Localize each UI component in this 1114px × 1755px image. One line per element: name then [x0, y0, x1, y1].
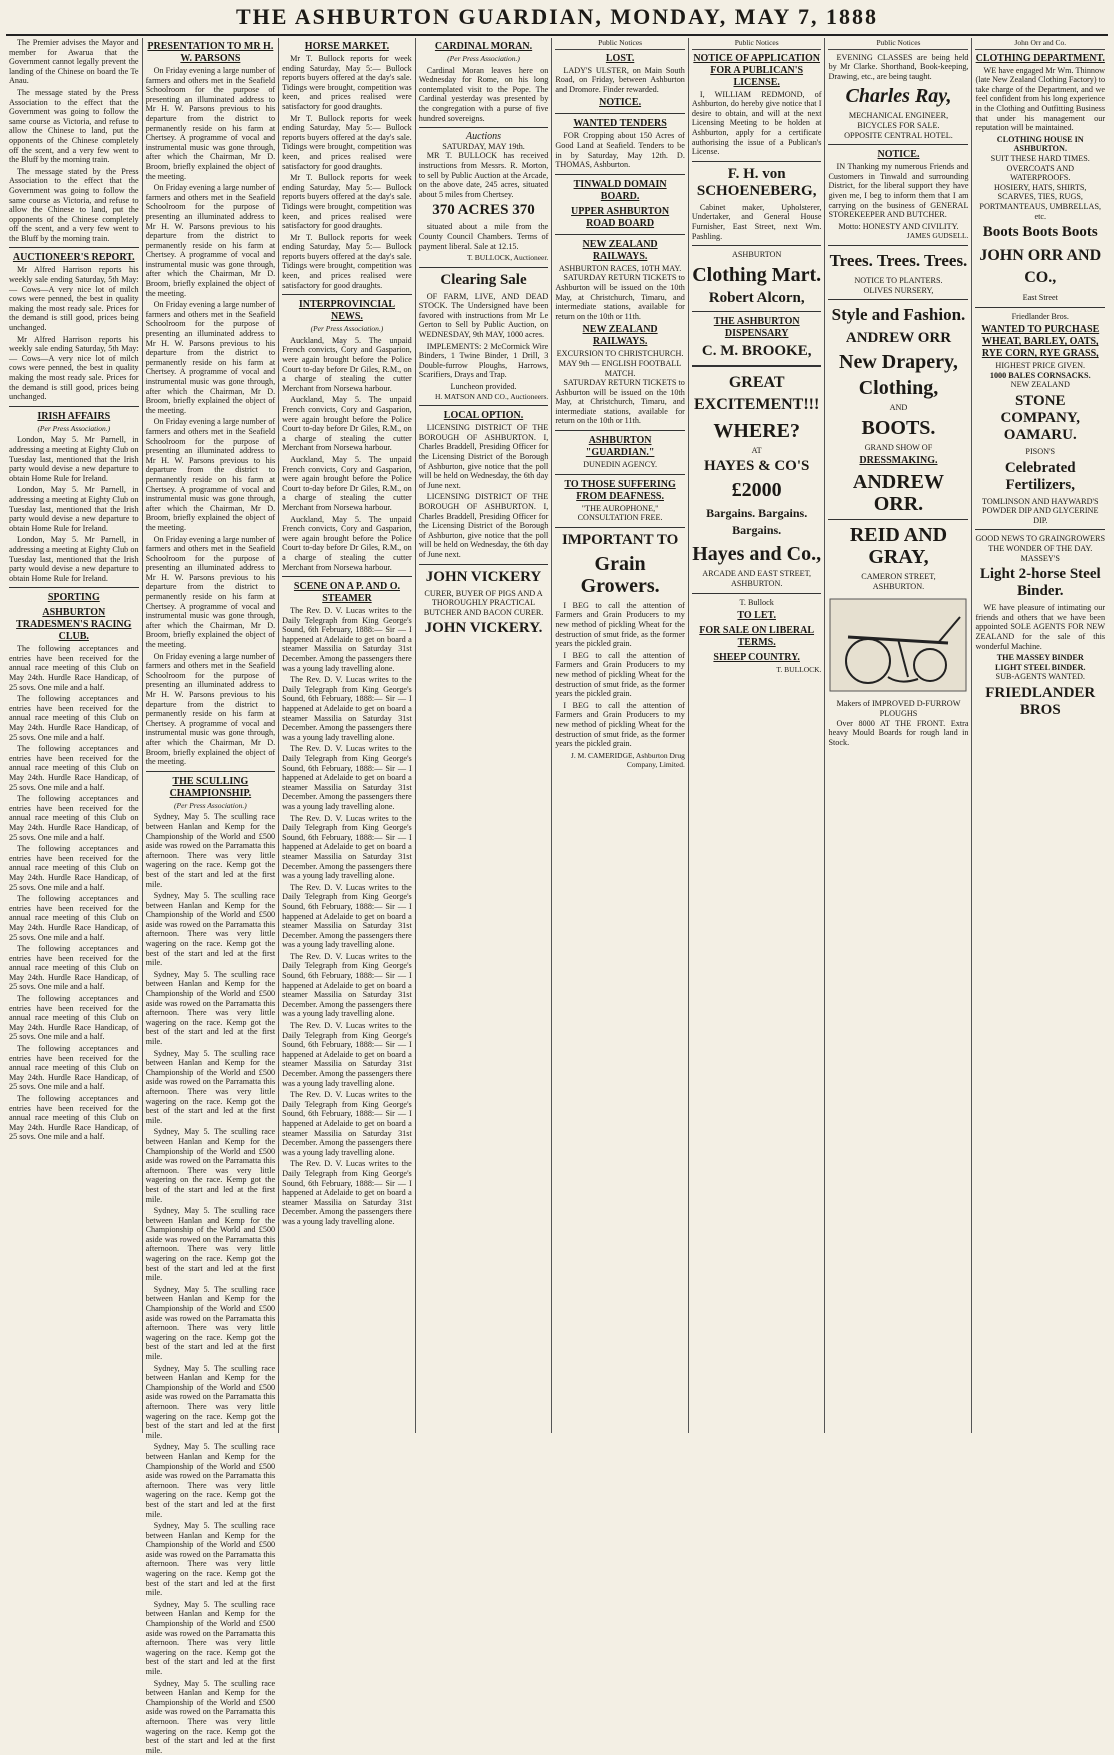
schoeneberg-heading: F. H. von SCHOENEBERG,: [696, 165, 817, 199]
horse-market-text-4: Mr T. Bullock reports for week ending Saturday, May 5:— Bullock reports buyers offered at the day's sale. Tidings were brought, competition was keen, and prices realised were satisfactory for good draughts.: [282, 232, 412, 290]
divider: [555, 234, 685, 235]
racing-club-heading: ASHBURTON TRADESMEN'S RACING CLUB.: [16, 607, 132, 643]
divider: [975, 529, 1105, 530]
sale-date: SATURDAY, MAY 19th.: [442, 141, 525, 151]
divider: [828, 299, 968, 300]
reid-gray-heading: REID AND GRAY,: [849, 524, 948, 569]
steamer-heading: SCENE ON A P. AND O. STEAMER: [293, 581, 400, 605]
luncheon-note: Luncheon provided.: [450, 382, 517, 392]
irish-affairs-heading: IRISH AFFAIRS: [37, 410, 111, 422]
interprovincial-text-4: Auckland, May 5. The unpaid French convicts, Cory and Gasparion, were again brought before the Police Court to-day before Dr Giles, R.M., on a charge of stealing the cutter Merchant from Norsewa harbour.: [282, 514, 412, 572]
east-street: East Street: [1022, 293, 1058, 303]
binder-heading: Light 2-horse Steel Binder.: [979, 566, 1101, 600]
hayes-address: ARCADE AND EAST STREET, ASHBURTON.: [702, 569, 812, 588]
interprovincial-text-3: Auckland, May 5. The unpaid French convicts, Cory and Gasparion, were again brought before the Police Court to-day before Dr Giles, R.M., on a charge of stealing the cutter Merchant from Norsewa harbour.: [282, 454, 412, 512]
sporting-heading: SPORTING: [47, 592, 100, 604]
column-5: [552, 38, 689, 1433]
clothing-house-heading: CLOTHING HOUSE IN ASHBURTON.: [996, 134, 1084, 154]
sculling-text-2: Sydney, May 5. The sculling race between Hanlan and Kemp for the Championship of the World and £500 aside was rowed on the Parramatta this afternoon. There was very little wagering on the race. Kemp got the best of the start and led at the first mile.: [145, 891, 276, 968]
vickery-trade: CURER, BUYER OF PIGS AND A THOROUGHLY PRACTICAL BUTCHER AND BACON CURER.: [423, 588, 544, 617]
railways-text-2: SATURDAY RETURN TICKETS to Ashburton will be issued on the 10th May, at Christchurch, Timaru, and intermediate stations, available for return on the 10th or 11th.: [555, 378, 685, 426]
lead-paragraph: The Premier advises the Mayor and member for Awarua that the Government cannot legally prevent the landing of the Chinese on board the Te Anau.: [9, 38, 139, 86]
boots-heading: BOOTS.: [861, 416, 936, 439]
grain-text: I BEG to call the attention of Farmers and Grain Producers to my new method of pickling Wheat for the destruction of smut fride, as the former years the pickled grain.: [555, 600, 685, 649]
dispensary-heading: THE ASHBURTON DISPENSARY: [713, 315, 800, 339]
wonder-label: THE WONDER OF THE DAY.: [988, 544, 1093, 554]
column-4: [416, 38, 553, 1433]
dressmaking-heading: DRESSMAKING.: [859, 455, 938, 467]
presentation-text-3: On Friday evening a large number of farmers and others met in the Seafield Schoolroom for the purpose of presenting an illuminated address to Mr H. W. Parsons previous to his departure from the district to permanently reside on his farm at Chertsey. A programme of vocal and instrumental music was gone through, after which the Chairman, Mr D. Broom, briefly explained the object of the meeting.: [145, 300, 276, 415]
bargains-heading: Bargains. Bargains. Bargains.: [706, 506, 808, 538]
irish-affairs-text: London, May 5. Mr Parnell, in addressing a meeting at Eighty Club on Tuesday last, mentioned that the Irish party would devise a new departure to obtain Home Rule for Ireland.: [9, 435, 139, 483]
aurophone-heading: "THE AUROPHONE,": [581, 503, 659, 513]
double-divider: [692, 365, 822, 367]
auction-ad-2: situated about a mile from the County Council Chambers. Terms of payment liberal. Sale at 12.15.: [418, 222, 549, 251]
upper-ashburton-heading: UPPER ASHBURTON ROAD BOARD: [571, 205, 670, 229]
sculling-text-8: Sydney, May 5. The sculling race between Hanlan and Kemp for the Championship of the World and £500 aside was rowed on the Parramatta this afternoon. There was very little wagering on the race. Kemp got the best of the start and led at the first mile.: [145, 1363, 276, 1440]
presentation-text-6: On Friday evening a large number of farmers and others met in the Seafield Schoolroom for the purpose of presenting an illuminated address to Mr H. W. Parsons previous to his departure from the district to permanently reside on his farm at Chertsey. A programme of vocal and instrumental music was gone through, after which the Chairman, Mr D. Broom, briefly explained the object of the meeting.: [145, 651, 276, 767]
divider: [828, 519, 968, 520]
wanted-text: FOR Cropping about 150 Acres of Good Land at Seafield. Tenders to be in by Saturday, May 12th. D. THOMAS, Ashburton.: [555, 131, 685, 170]
sporting-text-5: The following acceptances and entries have been received for the annual race meeting of this Club on May 24th. Hurdle Race Handicap, of 25 sovs. One mile and a half.: [9, 844, 139, 892]
style-fashion-heading: Style and Fashion.: [831, 305, 966, 325]
dunedin-agency: DUNEDIN AGENCY.: [583, 460, 658, 470]
divider: [828, 245, 968, 246]
interprovincial-source: (Per Press Association.): [310, 324, 384, 334]
divider: [555, 113, 685, 114]
cameron-street: CAMERON STREET,: [861, 572, 936, 582]
divider: [9, 247, 139, 248]
motto: Motto: HONESTY AND CIVILITY.: [838, 221, 959, 231]
grain-growers-heading: Grain Growers.: [580, 552, 660, 597]
evening-classes-text: EVENING CLASSES are being held by Mr Clarke. Shorthand, Book-keeping, Drawing, etc., are being taught.: [828, 52, 969, 81]
steamer-text-9: The Rev. D. V. Lucas writes to the Daily Telegraph from King George's Sound, 6th February, 1888:— Sir — I happened at Adelaide to get on board a steamer Massilia on Saturday 31st December. Among the passengers there was a young lady travelling alone.: [282, 1159, 412, 1226]
where-heading: WHERE?: [713, 419, 801, 442]
notice-heading: NOTICE.: [599, 97, 642, 109]
column-3: [279, 38, 416, 1433]
interprovincial-heading: INTERPROVINCIAL NEWS.: [298, 299, 395, 323]
bicycles-for-sale: BICYCLES FOR SALE.: [857, 120, 940, 130]
grain-text-3: I BEG to call the attention of Farmers and Grain Producers to my new method of pickling Wheat for the destruction of smut fride, as the former years the pickled grain.: [555, 700, 685, 749]
clearing-sale-text: OF FARM, LIVE, AND DEAD STOCK. The Undersigned have been favored with instructions from Mr Le Gerton to Sell by Public Auction, on WEDNESDAY, 9th MAY, 1000 acres.: [418, 291, 549, 340]
new-zealand-label: NEW ZEALAND: [1010, 380, 1070, 390]
sculling-heading: THE SCULLING CHAMPIONSHIP.: [169, 775, 252, 799]
divider: [692, 593, 822, 594]
interprovincial-text: Auckland, May 5. The unpaid French convicts, Cory and Gasparion, were again brought before the Police Court to-day before Dr Giles, R.M., on a charge of stealing the cutter Merchant from Norsewa harbour.: [282, 335, 412, 393]
central-hotel: OPPOSITE CENTRAL HOTEL.: [844, 130, 953, 140]
robert-alcorn-heading: Robert Alcorn,: [708, 289, 805, 306]
plough-illustration: [828, 597, 968, 693]
massey-binder-label: THE MASSEY BINDER: [996, 653, 1084, 663]
new-drapery-heading: New Drapery,: [839, 351, 958, 374]
auctioneer-report-2: Mr Alfred Harrison reports his weekly sale ending Saturday, 5th May:— Cows—A very nice lot of milch cows were penned, the best in quality making the most ready sale. Prices for the demand is still good, prices being unchanged.: [9, 334, 139, 402]
mart-town: ASHBURTON: [731, 250, 782, 260]
divider: [9, 587, 139, 588]
cornsacks-label: 1000 BALES CORNSACKS.: [989, 370, 1091, 380]
sculling-text-5: Sydney, May 5. The sculling race between Hanlan and Kemp for the Championship of the World and £500 aside was rowed on the Parramatta this afternoon. There was very little wagering on the race. Kemp got the best of the start and led at the first mile.: [145, 1127, 276, 1204]
divider: [555, 474, 685, 475]
irish-affairs-source: (Per Press Association.): [37, 423, 111, 433]
local-option-heading: LOCAL OPTION.: [443, 410, 524, 422]
lost-heading: LOST.: [605, 52, 635, 64]
andrew-orr-signature: ANDREW ORR.: [852, 471, 945, 516]
friedlander-header: Friedlander Bros.: [1011, 311, 1069, 321]
steamer-text-3: The Rev. D. V. Lucas writes to the Daily Telegraph from King George's Sound, 6th February, 1888:— Sir — I happened at Adelaide to get on board a steamer Massilia on Saturday 31st December. Among the passengers there was a young lady travelling alone.: [282, 744, 412, 811]
horse-market-text-3: Mr T. Bullock reports for week ending Saturday, May 5:— Bullock reports buyers offered at the day's sale. Tidings were brought, competition was keen, and prices realised were satisfactory for good draughts.: [282, 173, 412, 231]
powder-dip-label: TOMLINSON AND HAYWARD'S POWDER DIP AND GLYCERINE DIP.: [981, 496, 1099, 525]
wanted-heading: WANTED TENDERS: [573, 118, 667, 130]
sheep-country-heading: SHEEP COUNTRY.: [713, 652, 800, 664]
steamer-text-5: The Rev. D. V. Lucas writes to the Daily Telegraph from King George's Sound, 6th February, 1888:— Sir — I happened at Adelaide to get on board a steamer Massilia on Saturday 31st December. Among the passengers there was a young lady travelling alone.: [282, 882, 412, 950]
railways-heading: NEW ZEALAND RAILWAYS.: [582, 238, 658, 262]
andrew-orr-heading: ANDREW ORR: [845, 330, 952, 347]
grain-text-2: I BEG to call the attention of Farmers and Grain Producers to my new method of pickling Wheat for the destruction of smut fride, as the former years the pickled grain.: [555, 650, 685, 699]
divider: [828, 144, 968, 145]
great-excitement-heading: GREAT EXCITEMENT!!!: [694, 373, 820, 413]
massey-label: MASSEY'S: [1020, 553, 1060, 563]
sporting-text-8: The following acceptances and entries have been received for the annual race meeting of this Club on May 24th. Hurdle Race Handicap, of 25 sovs. One mile and a half.: [9, 994, 139, 1042]
column-8: [972, 38, 1108, 1433]
important-heading: IMPORTANT TO: [561, 531, 679, 548]
clearing-sale-heading: Clearing Sale: [440, 271, 527, 288]
column-header: Public Notices: [555, 38, 685, 50]
steamer-text-4: The Rev. D. V. Lucas writes to the Daily Telegraph from King George's Sound, 6th February, 1888:— Sir — I happened at Adelaide to get on board a steamer Massilia on Saturday 31st December. Among the passengers there was a young lady travelling alone.: [282, 813, 412, 881]
sculling-text: Sydney, May 5. The sculling race between Hanlan and Kemp for the Championship of the World and £500 aside was rowed on the Parramatta this afternoon. There was very little wagering on the race. Kemp got the best of the start and led at the first mile.: [145, 812, 276, 889]
grand-show: GRAND SHOW OF: [864, 442, 933, 452]
sporting-text-10: The following acceptances and entries have been received for the annual race meeting of this Club on May 24th. Hurdle Race Handicap, of 25 sovs. One mile and a half.: [9, 1094, 139, 1142]
divider: [146, 771, 276, 772]
sculling-text-10: Sydney, May 5. The sculling race between Hanlan and Kemp for the Championship of the World and £500 aside was rowed on the Parramatta this afternoon. There was very little wagering on the race. Kemp got the best of the start and led at the first mile.: [145, 1521, 276, 1598]
auctioneer-report: Mr Alfred Harrison reports his weekly sale ending Saturday, 5th May:— Cows—A very nice lot of milch cows were penned, the best in quality making the most ready sale. Prices for the demand is still good, prices being unchanged.: [9, 265, 139, 333]
deafness-heading: TO THOSE SUFFERING FROM DEAFNESS.: [564, 478, 676, 502]
divider: [555, 527, 685, 528]
presentation-text-5: On Friday evening a large number of farmers and others met in the Seafield Schoolroom for the purpose of presenting an illuminated address to Mr H. W. Parsons previous to his departure from the district to permanently reside on his farm at Chertsey. A programme of vocal and instrumental music was gone through, after which the Chairman, Mr D. Broom, briefly explained the object of the meeting.: [145, 534, 276, 650]
brooke-heading: C. M. BROOKE,: [701, 342, 812, 359]
acres-display: 370 ACRES 370: [432, 202, 535, 219]
auctions-heading: Auctions: [466, 131, 502, 143]
auctioneer-report-heading: AUCTIONEER'S REPORT.: [12, 252, 135, 264]
railways-text: SATURDAY RETURN TICKETS to Ashburton will be issued on the 10th May, at Christchurch, Timaru, and intermediate stations, available for return on the 10th or 11th.: [555, 273, 685, 321]
sculling-text-4: Sydney, May 5. The sculling race between Hanlan and Kemp for the Championship of the World and £500 aside was rowed on the Parramatta this afternoon. There was very little wagering on the race. Kemp got the best of the start and led at the first mile.: [145, 1048, 276, 1125]
columns: [6, 38, 1108, 1755]
cardinal-source: (Per Press Association.): [447, 54, 520, 63]
auctioneer-signature: T. BULLOCK, Auctioneer.: [467, 253, 549, 263]
column-header: John Orr and Co.: [975, 38, 1105, 50]
column-1: [6, 38, 143, 1433]
hayes-signature: Hayes and Co.,: [692, 543, 822, 566]
cardinal-text: Cardinal Moran leaves here on Wednesday for Rome, on his long contemplated visit to the Pope. The Cardinal yesterday was presented by the congregation with a purse of five hundred sovereigns.: [418, 65, 549, 123]
notice-text: IN Thanking my numerous Friends and Customers in Tinwald and surrounding District, for the liberal support they have given me, I beg to inform them that I am carrying on the business of GENERAL STOREKEEPER AND BUTCHER.: [828, 162, 969, 220]
sporting-text-3: The following acceptances and entries have been received for the annual race meeting of this Club on May 24th. Hurdle Race Handicap, of 25 sovs. One mile and a half.: [9, 744, 139, 792]
trees-heading: Trees. Trees. Trees.: [829, 250, 968, 270]
divider: [692, 245, 822, 246]
vickery-signature: JOHN VICKERY.: [424, 620, 543, 637]
bullock-heading: T. Bullock: [739, 597, 774, 607]
consultation-note: CONSULTATION FREE.: [577, 513, 663, 523]
horse-market-text: Mr T. Bullock reports for week ending Saturday, May 5:— Bullock reports buyers offered at the day's sale. Tidings were brought, competition was keen, and prices realised were satisfactory for good draughts.: [282, 54, 412, 111]
hosiery-list: HOSIERY, HATS, SHIRTS, SCARVES, TIES, RUGS,: [994, 182, 1087, 202]
presentation-text: On Friday evening a large number of farmers and others met in the Seafield Schoolroom for the purpose of presenting an illuminated address to Mr H. W. Parsons previous to his departure from the district to permanently reside on his farm at Chertsey. A programme of vocal and instrumental music was gone through, after which the Chairman, Mr D. Broom, briefly explained the object of the meeting.: [145, 66, 276, 181]
implements-text: IMPLEMENTS: 2 McCormick Wire Binders, 1 Twine Binder, 1 Drill, 3 Double-furrow Ploughs, Harrows, Scarifiers, Drays and Trap.: [418, 341, 549, 380]
divider: [9, 406, 139, 407]
sub-agents-label: SUB-AGENTS WANTED.: [995, 672, 1085, 682]
steamer-text-8: The Rev. D. V. Lucas writes to the Daily Telegraph from King George's Sound, 6th February, 1888:— Sir — I happened at Adelaide to get on board a steamer Massilia on Saturday 31st December. Among the passengers there was a young lady travelling alone.: [282, 1090, 412, 1157]
horse-market-heading: HORSE MARKET.: [304, 41, 390, 52]
steamer-text-2: The Rev. D. V. Lucas writes to the Daily Telegraph from King George's Sound, 6th February, 1888:— Sir — I happened at Adelaide to get on board a steamer Massilia on Saturday 31st December. Among the passengers there was a young lady travelling alone.: [282, 675, 412, 742]
column-header: Public Notices: [692, 38, 822, 50]
good-news-label: GOOD NEWS TO GRAINGROWERS: [975, 534, 1106, 544]
binder-text: WE have pleasure of intimating our friends and others that we have been appointed SOLE AGENTS FOR NEW ZEALAND for the sale of this wonderful Machine.: [975, 603, 1106, 651]
steamer-text: The Rev. D. V. Lucas writes to the Daily Telegraph from King George's Sound, 6th February, 1888:— Sir — I happened at Adelaide to get on board a steamer Massilia on Saturday 31st December. Among the passengers there was a young lady travelling alone.: [282, 606, 412, 673]
money-amount: £2000: [731, 479, 782, 502]
licence-text: I, WILLIAM REDMOND, of Ashburton, do hereby give notice that I desire to obtain, and will at the next Licensing Meeting to be holden at Ashburton, apply for a certificate authorising the issue of a Publican's License.: [691, 89, 822, 157]
schoeneberg-text: Cabinet maker, Upholsterer, Undertaker, and General House Furnisher, East Street, next Wm. Pashling.: [691, 202, 822, 241]
sculling-text-12: Sydney, May 5. The sculling race between Hanlan and Kemp for the Championship of the World and £500 aside was rowed on the Parramatta this afternoon. There was very little wagering on the race. Kemp got the best of the start and led at the first mile.: [145, 1678, 276, 1755]
drug-company-signature: J. M. CAMERIDGE, Ashburton Drug Company, Limited.: [570, 750, 685, 770]
for-sale-heading: FOR SALE ON LIBERAL TERMS.: [699, 625, 815, 649]
john-orr-heading: JOHN ORR AND CO.,: [979, 247, 1102, 287]
to-let-heading: TO LET.: [737, 610, 776, 622]
sculling-source: (Per Press Association.): [174, 800, 247, 810]
at-label: AT: [751, 445, 762, 455]
railways-heading-2: NEW ZEALAND RAILWAYS.: [582, 324, 658, 348]
sporting-text-7: The following acceptances and entries have been received for the annual race meeting of this Club on May 24th. Hurdle Race Handicap, of 25 sovs. One mile and a half.: [9, 944, 139, 992]
column-2: [143, 38, 280, 1755]
divider: [282, 576, 412, 577]
sculling-text-11: Sydney, May 5. The sculling race between Hanlan and Kemp for the Championship of the World and £500 aside was rowed on the Parramatta this afternoon. There was very little wagering on the race. Kemp got the best of the start and led at the first mile.: [145, 1599, 276, 1676]
divider: [282, 294, 412, 295]
divider: [419, 267, 549, 268]
sculling-text-9: Sydney, May 5. The sculling race between Hanlan and Kemp for the Championship of the World and £500 aside was rowed on the Parramatta this afternoon. There was very little wagering on the race. Kemp got the best of the start and led at the first mile.: [145, 1442, 276, 1519]
interprovincial-text-2: Auckland, May 5. The unpaid French convicts, Cory and Gasparion, were again brought before the Police Court to-day before Dr Giles, R.M., on a charge of stealing the cutter Merchant from Norsewa harbour.: [282, 395, 412, 453]
boots-heading: Boots Boots Boots: [982, 224, 1098, 241]
licence-heading: NOTICE OF APPLICATION FOR A PUBLICAN'S LICENSE.: [693, 52, 821, 88]
divider: [975, 307, 1105, 308]
sporting-text-9: The following acceptances and entries have been received for the annual race meeting of this Club on May 24th. Hurdle Race Handicap, of 25 sovs. One mile and a half.: [9, 1044, 139, 1092]
clothing-mart-heading: Clothing Mart.: [692, 263, 822, 286]
sculling-text-3: Sydney, May 5. The sculling race between Hanlan and Kemp for the Championship of the World and £500 aside was rowed on the Parramatta this afternoon. There was very little wagering on the race. Kemp got the best of the start and led at the first mile.: [145, 969, 276, 1046]
overcoats-label: OVERCOATS AND WATERPROOFS.: [1006, 163, 1075, 183]
tinwald-heading: TINWALD DOMAIN BOARD.: [573, 178, 667, 202]
irish-affairs-text-2: London, May 5. Mr Parnell, in addressing a meeting at Eighty Club on Tuesday last, mentioned that the Irish party would devise a new departure to obtain Home Rule for Ireland.: [9, 485, 139, 533]
stone-company-heading: STONE COMPANY, OAMARU.: [1000, 393, 1081, 444]
guardian-heading: ASHBURTON "GUARDIAN.": [585, 435, 655, 459]
planters-notice: NOTICE TO PLANTERS.: [854, 275, 943, 285]
steamer-text-6: The Rev. D. V. Lucas writes to the Daily Telegraph from King George's Sound, 6th February, 1888:— Sir — I happened at Adelaide to get on board a steamer Massilia on Saturday 31st December. Among the passengers there was a young lady travelling alone.: [282, 951, 412, 1019]
bullock-signature: T. BULLOCK.: [776, 665, 822, 675]
excursion-subheading: EXCURSION TO CHRISTCHURCH. MAY 9th — ENGLISH FOOTBALL MATCH.: [556, 349, 684, 378]
and-label: AND: [889, 403, 908, 413]
plough-text: Over 8000 AT THE FRONT. Extra heavy Mould Boards for rough land in Stock.: [828, 718, 969, 747]
light-steel-binder-label: LIGHT STEEL BINDER.: [994, 662, 1086, 672]
divider: [419, 405, 549, 406]
fertilizers-heading: Celebrated Fertilizers,: [1004, 459, 1076, 493]
chinese-paragraph-2: The message stated by the Press Association to the effect that the Government was going to follow the same course as Victoria, and refuse to allow the Chinese to land, put the opponents of the Chinese completely off the scent, and a very few went to the Bluff by the morning train.: [9, 166, 139, 243]
local-option-text: LICENSING DISTRICT OF THE BOROUGH OF ASHBURTON. I, Charles Braddell, Presiding Officer for the Licensing District of the Borough of Ashburton, give notice that the poll will be held on Wednesday, the 6th day of June next.: [418, 423, 549, 490]
presentation-text-2: On Friday evening a large number of farmers and others met in the Seafield Schoolroom for the purpose of presenting an illuminated address to Mr H. W. Parsons previous to his departure from the district to permanently reside on his farm at Chertsey. A programme of vocal and instrumental music was gone through, after which the Chairman, Mr D. Broom, briefly explained the object of the meeting.: [145, 183, 276, 298]
divider: [555, 174, 685, 175]
clothing-heading: Clothing,: [858, 377, 939, 400]
suit-hard-times: SUIT THESE HARD TIMES.: [990, 153, 1090, 163]
divider: [419, 127, 549, 128]
lost-text: LADY'S ULSTER, on Main South Road, on Friday, between Ashburton and Dromore. Finder rewarded.: [555, 65, 685, 94]
sculling-text-7: Sydney, May 5. The sculling race between Hanlan and Kemp for the Championship of the World and £500 aside was rowed on the Parramatta this afternoon. There was very little wagering on the race. Kemp got the best of the start and led at the first mile.: [145, 1284, 276, 1361]
charles-ray-heading: Charles Ray,: [845, 85, 952, 108]
masthead: THE ASHBURTON GUARDIAN, MONDAY, MAY 7, 1888: [235, 4, 879, 29]
chinese-paragraph: The message stated by the Press Association to the effect that the Government was going to follow the same course as Victoria, and refuse to allow the Chinese to land, put the opponents of the Chinese completely off the scent, and a very few went to the Bluff by the morning train.: [9, 87, 139, 165]
divider: [692, 311, 822, 312]
clothing-department-text: WE have engaged Mr Wm. Thinnow (late New Zealand Clothing Factory) to take charge of the Department, and we feel confident from his long experience in the Clothing and Outfitting Business that under his management our reputation will be maintained.: [975, 65, 1106, 133]
steamer-text-7: The Rev. D. V. Lucas writes to the Daily Telegraph from King George's Sound, 6th February, 1888:— Sir — I happened at Adelaide to get on board a steamer Massilia on Saturday 31st December. Among the passengers there was a young lady travelling alone.: [282, 1021, 412, 1088]
pisons-label: PISON'S: [1025, 447, 1056, 457]
vickery-heading: JOHN VICKERY: [425, 568, 542, 585]
hayes-heading: HAYES & CO'S: [704, 458, 810, 475]
irish-affairs-text-3: London, May 5. Mr Parnell, in addressing a meeting at Eighty Club on Tuesday last, mentioned that the Irish party would devise a new departure to obtain Home Rule for Ireland.: [9, 535, 139, 583]
divider: [419, 564, 549, 565]
divider: [555, 430, 685, 431]
races-subheading: ASHBURTON RACES, 10TH MAY.: [558, 263, 682, 273]
sporting-text: The following acceptances and entries have been received for the annual race meeting of this Club on May 24th. Hurdle Race Handicap, of 25 sovs. One mile and a half.: [9, 644, 139, 692]
horse-market-text-2: Mr T. Bullock reports for week ending Saturday, May 5:— Bullock reports buyers offered at the day's sale. Tidings were brought, competition was keen, and prices realised were satisfactory for good draughts.: [282, 113, 412, 171]
wanted-purchase-heading: WANTED TO PURCHASE WHEAT, BARLEY, OATS, RYE CORN, RYE GRASS,: [981, 324, 1100, 360]
plough-caption: Makers of IMPROVED D-FURROW PLOUGHS: [836, 699, 961, 719]
nursery-name: OLIVES NURSERY,: [863, 285, 934, 295]
mechanical-engineer: MECHANICAL ENGINEER,: [848, 111, 949, 121]
notice-heading: NOTICE.: [877, 149, 920, 161]
highest-price: HIGHEST PRICE GIVEN.: [995, 361, 1086, 371]
sculling-text-6: Sydney, May 5. The sculling race between Hanlan and Kemp for the Championship of the World and £500 aside was rowed on the Parramatta this afternoon. There was very little wagering on the race. Kemp got the best of the start and led at the first mile.: [145, 1206, 276, 1283]
column-header: Public Notices: [828, 38, 968, 50]
sporting-text-2: The following acceptances and entries have been received for the annual race meeting of this Club on May 24th. Hurdle Race Handicap, of 25 sovs. One mile and a half.: [9, 694, 139, 742]
auction-ad: MR T. BULLOCK has received instructions from Messrs. R. Morton, to sell by Public Auction at the Arcade, on the above date, 245 acres, situated about 5 miles from Chertsey.: [418, 151, 549, 199]
presentation-text-4: On Friday evening a large number of farmers and others met in the Seafield Schoolroom for the purpose of presenting an illuminated address to Mr H. W. Parsons previous to his departure from the district to permanently reside on his farm at Chertsey. A programme of vocal and instrumental music was gone through, after which the Chairman, Mr D. Broom, briefly explained the object of the meeting.: [145, 417, 276, 532]
presentation-heading: PRESENTATION TO MR H. W. PARSONS: [147, 41, 274, 64]
friedlander-signature: FRIEDLANDER BROS: [985, 684, 1096, 718]
matson-signature: H. MATSON AND CO., Auctioneers.: [434, 391, 549, 401]
local-option-text-2: LICENSING DISTRICT OF THE BOROUGH OF ASHBURTON. I, Charles Braddell, Presiding Officer for the Licensing District of the Borough of Ashburton, give notice that the poll will be held on Wednesday, the 6th day of June next.: [418, 492, 549, 559]
column-7: [825, 38, 972, 1433]
clothing-department-heading: CLOTHING DEPARTMENT.: [975, 52, 1105, 64]
ashburton-label: ASHBURTON.: [872, 581, 925, 591]
sporting-text-4: The following acceptances and entries have been received for the annual race meeting of this Club on May 24th. Hurdle Race Handicap, of 25 sovs. One mile and a half.: [9, 794, 139, 842]
divider: [692, 161, 822, 162]
masthead-rule: [6, 34, 1108, 36]
portmanteaus-label: PORTMANTEAUS, UMBRELLAS, etc.: [979, 201, 1102, 221]
column-6: [689, 38, 826, 1433]
cardinal-heading: CARDINAL MORAN.: [434, 41, 533, 52]
gudsell-signature: JAMES GUDSELL.: [906, 231, 969, 241]
sporting-text-6: The following acceptances and entries have been received for the annual race meeting of this Club on May 24th. Hurdle Race Handicap, of 25 sovs. One mile and a half.: [9, 894, 139, 942]
